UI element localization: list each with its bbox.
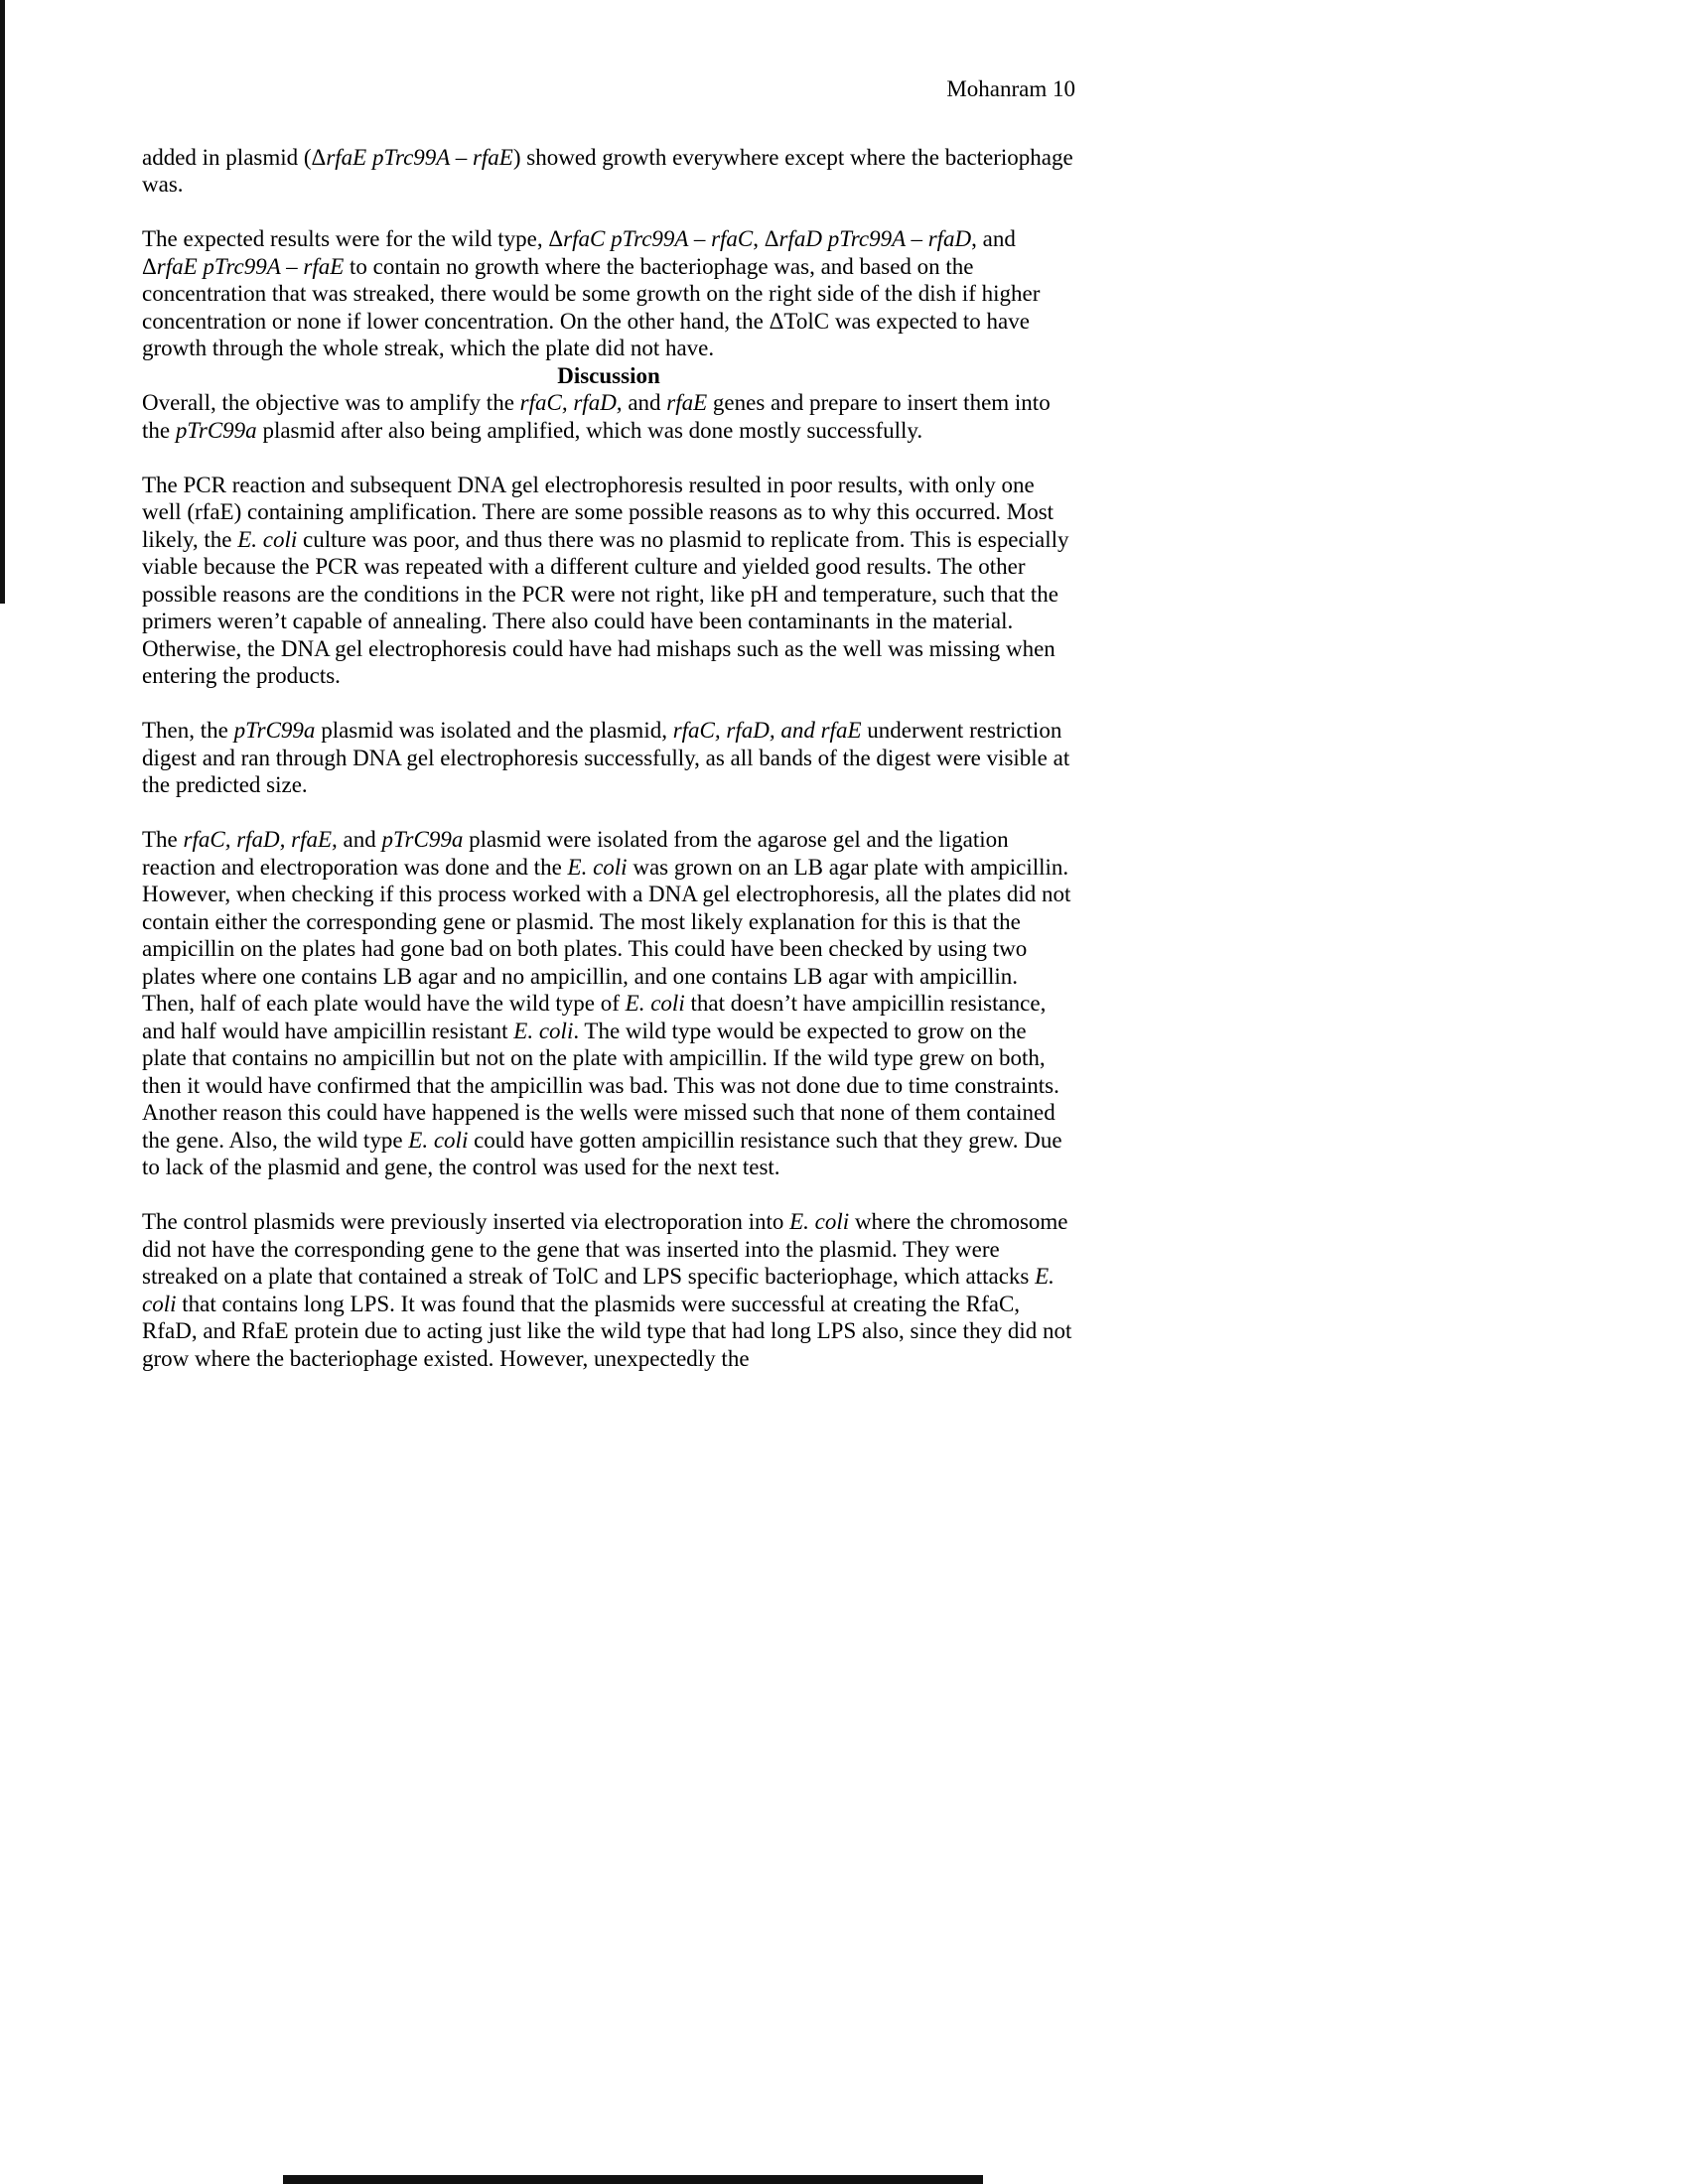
scan-artifact-bottom-edge bbox=[283, 2175, 983, 2184]
scan-artifact-left-edge bbox=[0, 0, 5, 604]
paragraph-ligation-electroporation: The rfaC, rfaD, rfaE, and pTrC99a plasmid were isolated from the agarose gel and the ligation reaction and electroporation was done and the E. coli was grown on an LB agar plate with ampicillin. However, when checking if this process worked with a DNA gel electrophoresis, all the plates did not contain either the corresponding gene or plasmid. The most likely explanation for this is that the ampicillin on the plates had gone bad on both plates. This could have been checked by using two plates where one contains LB agar and no ampicillin, and one contains LB agar with ampicillin. Then, half of each plate would have the wild type of E. coli that doesn’t have ampicillin resistance, and half would have ampicillin resistant E. coli. The wild type would be expected to grow on the plate that contains no ampicillin but not on the plate with ampicillin. If the wild type grew on both, then it would have confirmed that the ampicillin was bad. This was not done due to time constraints. Another reason this could have happened is the wells were missed such that none of them contained the gene. Also, the wild type E. coli could have gotten ampicillin resistance such that they grew. Due to lack of the plasmid and gene, the control was used for the next test. bbox=[142, 827, 1071, 1179]
paragraph-control-plasmids: The control plasmids were previously inserted via electroporation into E. coli where the chromosome did not have the corresponding gene to the gene that was inserted into the plasmid. They were streaked on a plate that contained a streak of TolC and LPS specific bacteriophage, which attacks E. coli that contains long LPS. It was found that the plasmids were successful at creating the RfaC, RfaD, and RfaE protein due to acting just like the wild type that had long LPS also, since they did not grow where the bacteriophage existed. However, unexpectedly the bbox=[142, 1209, 1072, 1371]
page-header-author-page-number: Mohanram 10 bbox=[946, 76, 1075, 101]
paragraph-plasmid-isolation: Then, the pTrC99a plasmid was isolated and the plasmid, rfaC, rfaD, and rfaE underwent restriction digest and ran through DNA gel electrophoresis successfully, as all bands of the digest were visible at the predicted size. bbox=[142, 718, 1070, 797]
paragraph-pcr-results: The PCR reaction and subsequent DNA gel electrophoresis resulted in poor results, with only one well (rfaE) containing amplification. There are some possible reasons as to why this occurred. Most likely, the E. coli culture was poor, and thus there was no plasmid to replicate from. This is especially viable because the PCR was repeated with a different culture and yielded good results. The other possible reasons are the conditions in the PCR were not right, like pH and temperature, such that the primers weren’t capable of annealing. There also could have been contaminants in the material. Otherwise, the DNA gel electrophoresis could have had mishaps such as the well was missing when entering the products. bbox=[142, 472, 1069, 688]
section-heading-discussion: Discussion bbox=[557, 362, 660, 388]
paragraph-objective-summary: Overall, the objective was to amplify the rfaC, rfaD, and rfaE genes and prepare to insert them into the pTrC99a plasmid after also being amplified, which was done mostly successfully. bbox=[142, 390, 1051, 443]
paragraph-results-plasmid-growth: added in plasmid (ΔrfaE pTrc99A – rfaE) showed growth everywhere except where the bacteriophage was. bbox=[142, 144, 1073, 197]
paragraph-expected-results: The expected results were for the wild type, ΔrfaC pTrc99A – rfaC, ΔrfaD pTrc99A – rfaD, and ΔrfaE pTrc99A – rfaE to contain no growth where the bacteriophage was, and based on the concentration that was streaked, there would be some growth on the right side of the dish if higher concentration or none if lower concentration. On the other hand, the ΔTolC was expected to have growth through the whole streak, which the plate did not have. bbox=[142, 226, 1041, 360]
page-content bbox=[142, 0, 1075, 1372]
